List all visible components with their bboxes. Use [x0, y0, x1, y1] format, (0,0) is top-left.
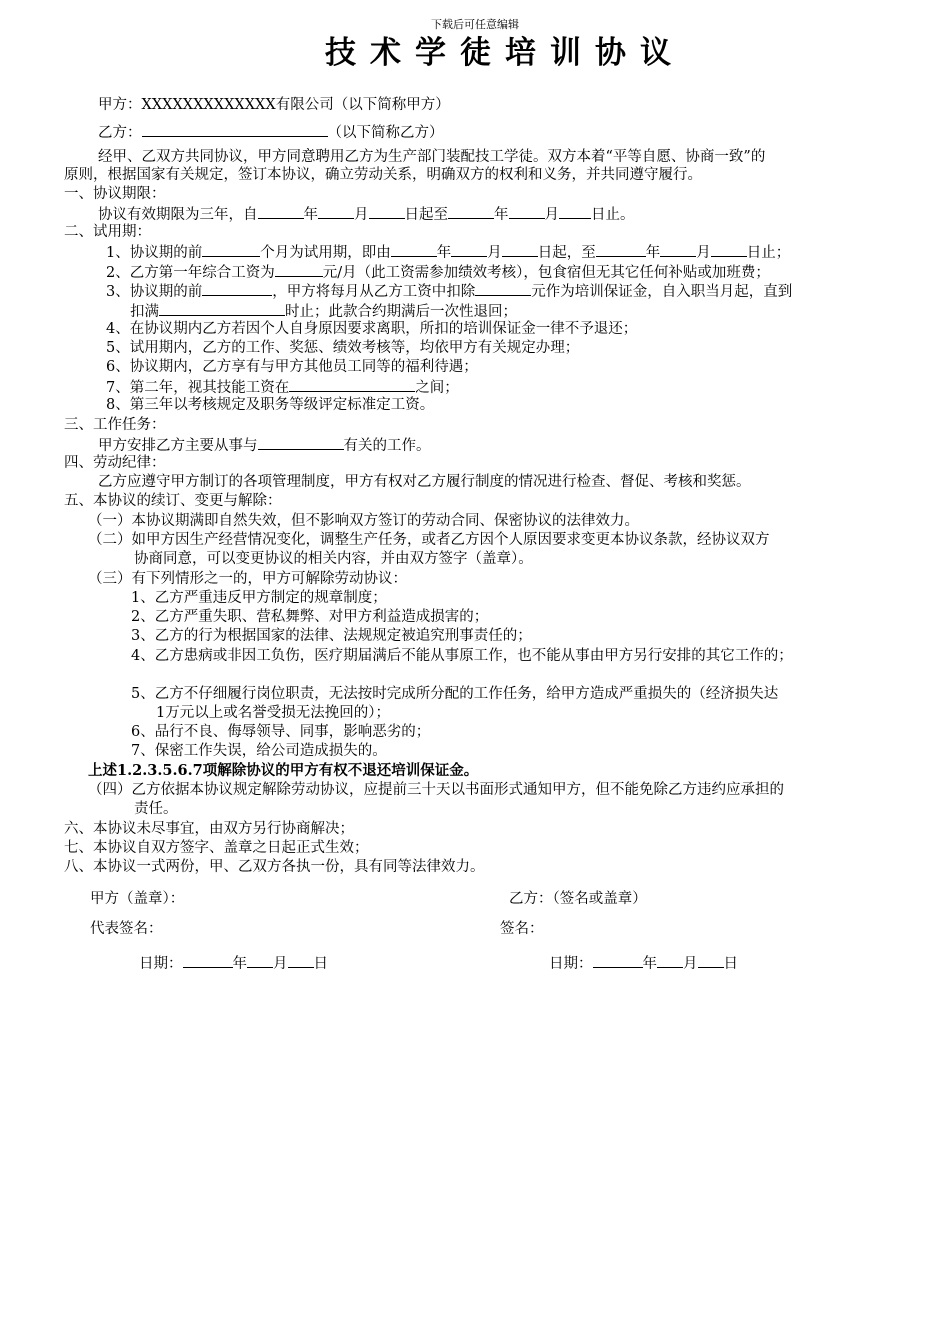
item-text: 1、协议期的前: [106, 245, 203, 261]
item-text: ，甲方将每月从乙方工资中扣除: [272, 284, 476, 300]
party-b-year-blank[interactable]: [593, 953, 643, 968]
wage-range-blank[interactable]: [289, 377, 415, 392]
term-end-year-blank[interactable]: [448, 204, 494, 219]
item-text: 元作为培训保证金，自入职当月起，直到: [531, 284, 793, 300]
term-text: 月: [354, 207, 369, 223]
section-2-item-7: [106, 377, 459, 397]
dismissal-item-3: 3、乙方的行为根据国家的法律、法规规定被追究刑事责任的；: [131, 628, 532, 644]
dismissal-item-6: 6、品行不良、侮辱领导、同事，影响恶劣的；: [131, 724, 431, 740]
term-text: 协议有效期限为三年，自: [98, 207, 258, 223]
section-2-item-6: 6、协议期内，乙方享有与甲方其他员工同等的福利待遇；: [106, 359, 478, 375]
term-text: 年: [494, 207, 509, 223]
date-unit: 年: [642, 956, 657, 972]
item-text: 日起，至: [537, 245, 596, 261]
section-4-text: 乙方应遵守甲方制订的各项管理制度，甲方有权对乙方履行制度的情况进行检查、督促、考核和奖惩。: [98, 474, 751, 490]
item-text: 个月为试用期，即由: [260, 245, 391, 261]
item-text: 7、第二年，视其技能工资在: [106, 380, 290, 396]
item-text: 日止；: [746, 245, 791, 261]
dismissal-item-2: 2、乙方严重失职、营私舞弊、对甲方利益造成损害的；: [131, 609, 489, 625]
probation-start-month-blank[interactable]: [451, 242, 487, 257]
section-5-sub-2: （二）如甲方因生产经营情况变化，调整生产任务，或者乙方因个人原因要求变更本协议条款，经协议双方: [88, 532, 770, 548]
section-2-heading: 二、试用期：: [64, 224, 151, 240]
deposit-total-blank[interactable]: [159, 301, 285, 316]
party-b-month-blank[interactable]: [657, 953, 683, 968]
section-7: 七、本协议自双方签字、盖章之日起正式生效；: [64, 840, 369, 856]
party-a-line: 甲方：XXXXXXXXXXXXX有限公司（以下简称甲方）: [98, 97, 450, 113]
section-8: 八、本协议一式两份，甲、乙双方各执一份，具有同等法律效力。: [64, 859, 485, 875]
salary-blank[interactable]: [275, 262, 323, 277]
item-text: 有关的工作。: [343, 438, 431, 454]
work-area-blank[interactable]: [258, 435, 344, 450]
term-end-month-blank[interactable]: [509, 204, 545, 219]
item-text: 年: [436, 245, 452, 261]
section-5-heading: 五、本协议的续订、变更与解除：: [64, 493, 282, 509]
party-a-rep-label: 代表签名：: [90, 921, 163, 937]
item-text: 月: [696, 245, 711, 261]
item-text: 之间；: [415, 380, 459, 396]
term-start-month-blank[interactable]: [318, 204, 354, 219]
party-b-day-blank[interactable]: [698, 953, 724, 968]
section-4-heading: 四、劳动纪律：: [64, 455, 166, 471]
page-title: 技术学徒培训协议: [325, 35, 685, 71]
party-a-date: [139, 953, 328, 973]
dismissal-item-7: 7、保密工作失误，给公司造成损失的。: [131, 743, 387, 759]
section-2-item-3: [106, 281, 792, 301]
term-text: 日起至: [404, 207, 448, 223]
item-text: 时止；此款合约期满后一次性退回；: [285, 304, 517, 320]
date-unit: 月: [273, 956, 288, 972]
party-b-prefix: 乙方：: [98, 125, 142, 141]
download-note: 下载后可任意编辑: [431, 18, 519, 31]
probation-months-blank[interactable]: [202, 242, 260, 257]
section-5-sub-3: （三）有下列情形之一的，甲方可解除劳动协议：: [88, 571, 407, 587]
section-2-item-4: 4、在协议期内乙方若因个人自身原因要求离职，所扣的培训保证金一律不予退还；: [106, 321, 638, 337]
party-b-sign-label: 签名：: [500, 921, 544, 937]
dismissal-item-1: 1、乙方严重违反甲方制定的规章制度；: [131, 590, 387, 606]
term-start-day-blank[interactable]: [369, 204, 405, 219]
intro-line-1: 经甲、乙双方共同协议，甲方同意聘用乙方为生产部门装配技工学徒。双方本着“平等自愿、协商一致”的: [98, 149, 766, 165]
item-text: 3、协议期的前: [106, 284, 203, 300]
probation-end-month-blank[interactable]: [660, 242, 696, 257]
item-text: 月: [487, 245, 502, 261]
item-text: 2、乙方第一年综合工资为: [106, 265, 275, 281]
section-2-item-3-cont: [130, 301, 517, 321]
dismissal-item-5: 5、乙方不仔细履行岗位职责，无法按时完成所分配的工作任务，给甲方造成严重损失的（经济损失达: [131, 686, 779, 702]
party-b-suffix: （以下简称乙方）: [327, 125, 444, 141]
party-b-blank[interactable]: [142, 122, 328, 137]
item-text: 扣满: [130, 304, 159, 320]
section-5-sub-4-cont: 责任。: [134, 801, 178, 817]
section-5-sub-4: （四）乙方依据本协议规定解除劳动协议，应提前三十天以书面形式通知甲方，但不能免除乙方违约应承担的: [88, 782, 784, 798]
date-unit: 年: [232, 956, 247, 972]
party-b-line: [98, 122, 444, 142]
probation-start-day-blank[interactable]: [502, 242, 538, 257]
section-2-item-8: 8、第三年以考核规定及职务等级评定标准定工资。: [106, 397, 435, 413]
term-text: 日止。: [591, 207, 635, 223]
section-3-text: [98, 435, 431, 455]
intro-line-2: 原则，根据国家有关规定，签订本协议，确立劳动关系，明确双方的权利和义务，并共同遵守履行。: [64, 167, 702, 183]
deposit-period-blank[interactable]: [202, 281, 272, 296]
party-b-date: [549, 953, 738, 973]
item-text: 甲方安排乙方主要从事与: [98, 438, 258, 454]
party-a-month-blank[interactable]: [247, 953, 273, 968]
dismissal-item-5-cont: 1万元以上或名誉受损无法挽回的）；: [156, 705, 390, 721]
deposit-forfeit-note: 上述1.2.3.5.6.7项解除协议的甲方有权不退还培训保证金。: [88, 762, 479, 779]
deposit-amount-blank[interactable]: [475, 281, 531, 296]
date-label: 日期：: [549, 956, 593, 972]
section-2-item-5: 5、试用期内，乙方的工作、奖惩、绩效考核等，均依甲方有关规定办理；: [106, 340, 580, 356]
party-b-seal-label: 乙方：（签名或盖章）: [509, 891, 647, 907]
section-5-sub-1: （一）本协议期满即自然失效，但不影响双方签订的劳动合同、保密协议的法律效力。: [88, 513, 639, 529]
section-6: 六、本协议未尽事宜，由双方另行协商解决；: [64, 821, 354, 837]
section-2-item-1: [106, 242, 790, 262]
party-a-seal-label: 甲方（盖章）：: [90, 891, 185, 907]
date-label: 日期：: [139, 956, 183, 972]
section-3-heading: 三、工作任务：: [64, 417, 166, 433]
party-a-day-blank[interactable]: [288, 953, 314, 968]
probation-end-year-blank[interactable]: [596, 242, 646, 257]
date-unit: 月: [683, 956, 698, 972]
term-end-day-blank[interactable]: [559, 204, 591, 219]
term-start-year-blank[interactable]: [258, 204, 304, 219]
date-unit: 日: [723, 956, 738, 972]
term-text: 月: [544, 207, 559, 223]
term-text: 年: [303, 207, 318, 223]
item-text: 元/月（此工资需参加绩效考核），包食宿但无其它任何补贴或加班费；: [322, 265, 770, 281]
probation-end-day-blank[interactable]: [711, 242, 747, 257]
dismissal-item-4: 4、乙方患病或非因工负伤，医疗期届满后不能从事原工作，也不能从事由甲方另行安排的其它工作的；: [131, 648, 793, 664]
probation-start-year-blank[interactable]: [391, 242, 437, 257]
section-2-item-2: [106, 262, 770, 282]
party-a-year-blank[interactable]: [183, 953, 233, 968]
date-unit: 日: [313, 956, 328, 972]
item-text: 年: [645, 245, 661, 261]
section-1-term: [98, 204, 635, 224]
section-1-heading: 一、协议期限：: [64, 186, 166, 202]
section-5-sub-2-cont: 协商同意，可以变更协议的相关内容，并由双方签字（盖章）。: [134, 551, 533, 567]
